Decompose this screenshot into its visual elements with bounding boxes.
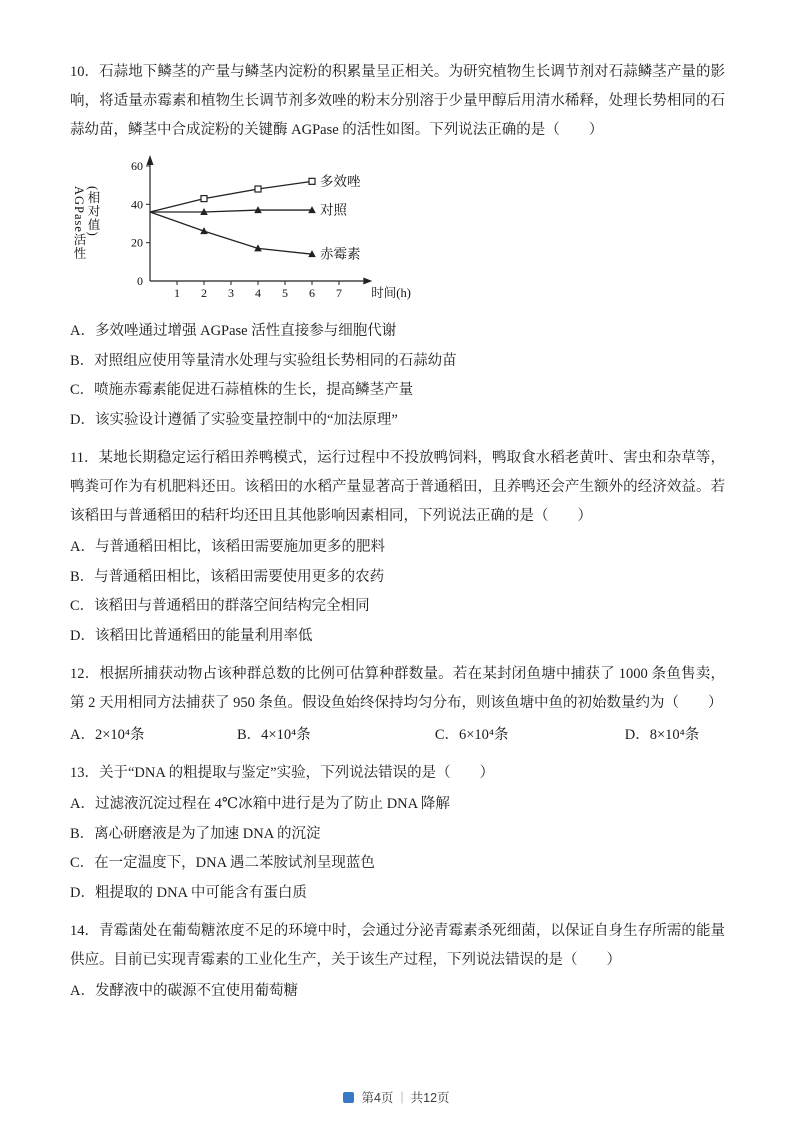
svg-text:时间(h): 时间(h)	[371, 286, 411, 300]
question-11-options	[70, 533, 725, 651]
question-14-option-a: A．发酵液中的碳源不宜使用葡萄糖	[70, 983, 298, 999]
svg-text:2: 2	[201, 286, 207, 300]
chart-y-axis-label-line1: AGPase活性	[72, 186, 86, 260]
footer-logo-icon	[343, 1092, 354, 1103]
svg-text:对照: 对照	[320, 202, 347, 218]
question-13-stem: 13．关于“DNA 的粗提取与鉴定”实验，下列说法错误的是（ ）	[70, 765, 495, 781]
agpase-chart-svg	[102, 151, 424, 309]
chart-y-axis-label-line2: (相对值)	[86, 186, 100, 237]
page-footer	[0, 1088, 793, 1106]
question-10-option-b: B．对照组应使用等量清水处理与实验组长势相同的石蒜幼苗	[70, 352, 457, 369]
question-13-options	[70, 790, 725, 908]
question-11-option-a: A．与普通稻田相比，该稻田需要施加更多的肥料	[70, 539, 385, 555]
svg-text:6: 6	[309, 286, 315, 300]
question-13-option-b: B．离心研磨液是为了加速 DNA 的沉淀	[70, 825, 321, 842]
question-12-option-a: A．2×10⁴条	[70, 727, 145, 743]
svg-text:4: 4	[255, 286, 261, 300]
question-12-stem: 12．根据所捕获动物占该种群总数的比例可估算种群数量。若在某封闭鱼塘中捕获了 1000 条鱼售卖，第 2 天用相同方法捕获了 950 条鱼。假设鱼始终保持均匀分布，则该鱼塘中鱼的初始数量约为（ ）	[70, 666, 725, 711]
question-12-option-c: C．6×10⁴条	[434, 727, 509, 743]
svg-text:赤霉素: 赤霉素	[320, 246, 361, 262]
question-13-option-c: C．在一定温度下，DNA 遇二苯胺试剂呈现蓝色	[70, 855, 375, 871]
svg-text:20: 20	[131, 235, 143, 250]
question-14-stem: 14．青霉菌处在葡萄糖浓度不足的环境中时，会通过分泌青霉素杀死细菌，以保证自身生存所需的能量供应。目前已实现青霉素的工业化生产，关于该生产过程，下列说法错误的是（ ）	[70, 923, 725, 968]
question-14-options	[70, 977, 725, 1007]
svg-text:1: 1	[174, 286, 180, 300]
svg-text:60: 60	[131, 159, 143, 173]
footer-page-number: 第4页	[361, 1091, 394, 1105]
question-13-option-a: A．过滤液沉淀过程在 4℃冰箱中进行是为了防止 DNA 降解	[70, 796, 450, 812]
question-11-option-d: D．该稻田比普通稻田的能量利用率低	[70, 627, 313, 644]
svg-text:0: 0	[137, 274, 143, 288]
question-12-option-b: B．4×10⁴条	[237, 727, 311, 743]
svg-text:7: 7	[336, 286, 342, 300]
agpase-activity-chart	[72, 151, 725, 309]
question-13-option-d: D．粗提取的 DNA 中可能含有蛋白质	[70, 884, 307, 901]
footer-total-pages: 共12页	[410, 1091, 450, 1105]
question-10-option-a: A．多效唑通过增强 AGPase 活性直接参与细胞代谢	[70, 323, 397, 339]
svg-text:40: 40	[131, 197, 143, 212]
chart-y-axis-label	[72, 186, 100, 260]
svg-text:多效唑: 多效唑	[320, 173, 361, 189]
question-10-options	[70, 317, 725, 435]
question-11-option-b: B．与普通稻田相比，该稻田需要使用更多的农药	[70, 568, 385, 585]
question-11-option-c: C．该稻田与普通稻田的群落空间结构完全相同	[70, 598, 370, 614]
svg-text:3: 3	[228, 286, 234, 300]
footer-separator: |	[400, 1090, 404, 1104]
question-12-options	[70, 720, 725, 750]
svg-text:5: 5	[282, 286, 288, 300]
question-10-stem: 10．石蒜地下鳞茎的产量与鳞茎内淀粉的积累量呈正相关。为研究植物生长调节剂对石蒜鳞茎产量的影响，将适量赤霉素和植物生长调节剂多效唑的粉末分别溶于少量甲醇后用清水稀释，处理长势相同的石蒜幼苗，鳞茎中合成淀粉的关键酶 AGPase 的活性如图。下列说法正确的是（ ）	[70, 64, 725, 138]
question-10-option-c: C．喷施赤霉素能促进石蒜植株的生长，提高鳞茎产量	[70, 382, 414, 398]
question-12-option-d: D．8×10⁴条	[624, 727, 700, 743]
question-11-stem: 11．某地长期稳定运行稻田养鸭模式，运行过程中不投放鸭饲料，鸭取食水稻老黄叶、害虫和杂草等，鸭粪可作为有机肥料还田。该稻田的水稻产量显著高于普通稻田，且养鸭还会产生额外的经济效益。若该稻田与普通稻田的秸秆均还田且其他影响因素相同，下列说法正确的是（ ）	[70, 450, 725, 524]
question-10-option-d: D．该实验设计遵循了实验变量控制中的“加法原理”	[70, 411, 398, 428]
